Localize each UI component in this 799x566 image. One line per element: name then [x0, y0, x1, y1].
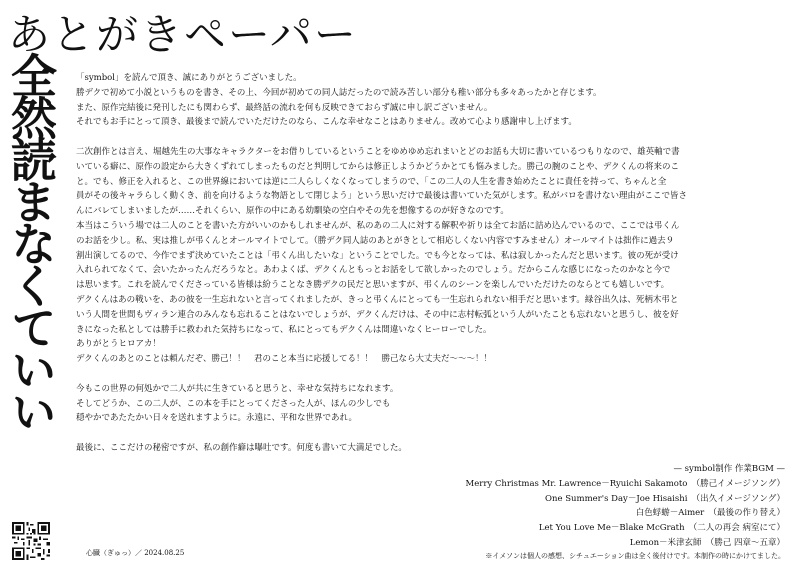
footer-signature: 心臓（ぎゅっ）／ 2024.08.25 — [86, 549, 185, 557]
paragraph: デクくんのあとのことは頼んだぞ、勝己！！ 君のこと本当に応援してる！！ 勝己なら大丈夫だ〜〜〜！！ — [76, 354, 492, 365]
paragraph: いている癖に、原作の設定から大きくずれてしまったものだと判明してからは修正しようかどうかとても悩みました。勝己の腕のことや、デクくんの将来のこ — [76, 161, 679, 172]
paragraph: また、原作完結後に発刊したにも関わらず、最終話の流れを何も反映できておらず誠に申し訳ございません。 — [76, 102, 493, 113]
paragraph: んにバレてしまいましたが……それくらい、原作の中にある幼馴染の空白やその先を想像するのが好きなのです。 — [76, 206, 509, 217]
paragraph: ありがとうヒロアカ！ — [76, 339, 161, 350]
spacer — [76, 426, 786, 441]
qr-code[interactable] — [12, 522, 50, 560]
afterword-body — [76, 71, 786, 456]
bgm-song: Lemon－米津玄師 （勝己 四章〜五章） — [629, 537, 785, 548]
paragraph: のお話を少し。私、実は推しが弔くんとオールマイトでして。（勝デク同人誌のあとがきとして相応しくない内容ですみません）オールマイトは拙作に過去９ — [76, 235, 675, 246]
page-title: あとがきペーパー — [8, 10, 358, 59]
paragraph: 本当はこういう場では二人のことを書いた方がいいのかもしれませんが、私のあの二人に対する解釈や祈りは全てお話に詰め込んでいるので、ここでは弔くん — [76, 220, 680, 231]
paragraph: それでもお手にとって頂き、最後まで読んでいただけたのなら、こんな幸せなことはありません。改めて心より感謝申し上げます。 — [76, 117, 577, 128]
bgm-heading: — symbol制作 作業BGM — — [673, 464, 785, 474]
paragraph: 入れられてなくて、会いたかったんだろうなと。あわよくば、デクくんともっとお話をして欲しかったのでしょう。だからこんな感じになったのかなと今で — [76, 265, 671, 276]
paragraph: いう人間を世間もヴィラン連合のみんなも忘れることはないでしょうが、デクくんだけは、その中に志村転弧という人がいたことも忘れないと思うし、彼を好 — [76, 309, 679, 320]
bgm-note: ※イメソンは個人の感想、シチュエーション曲は全く後付けです。本制作の時にかけてました。 — [485, 551, 785, 560]
paragraph: と。でも、修正を入れると、この世界線においては逆に二人らしくなくなってしまうので、「この二人の人生を書き始めたことに責任を持って、ちゃんと全 — [76, 176, 667, 187]
bgm-song: 白色蜉蝣－Aimer （最後の作り替え） — [635, 508, 785, 519]
paragraph: そしてどうか、この二人が、この本を手にとってくださった人が、ほんの少しでも — [76, 398, 391, 409]
paragraph: きになった私としては勝手に救われた気持ちになって、私にとってもデクくんは間違いなくヒーローでした。 — [76, 324, 492, 335]
vertical-title: 全然読まなくていい — [4, 52, 58, 430]
paragraph: 二次創作とは言え、堀越先生の大事なキャラクターをお借りしているということをゆめゆめ忘れまいとどのお話も大切に書いているつもりなので、雄英軸で書 — [76, 146, 680, 157]
bgm-list — [466, 462, 785, 561]
paragraph: 「symbol」を読んで頂き、誠にありがとうございました。 — [76, 73, 302, 83]
paragraph: 勝デクで初めて小説というものを書き、その上、今回が初めての同人誌だったので読み苦しい部分も稚い部分も多々あったかと存じます。 — [76, 87, 602, 98]
spacer — [76, 130, 786, 145]
bgm-song: Merry Christmas Mr. Lawrence－Ryuichi Sakamoto （勝己イメージソング） — [465, 478, 785, 489]
paragraph: 今もこの世界の何処かで二人が共に生きていると思うと、幸せな気持ちになれます。 — [76, 383, 399, 394]
paragraph: は思います。これを読んでくださっている皆様は紛うことなき勝デクの民だと思いますが、弔くんのシーンを楽しんでいただけたのならとても嬉しいです。 — [76, 280, 670, 291]
paragraph: 員がその後キャラらしく動くき、前を向けるような物語として閉じよう」という思いだけで最後は書いていた気がします。私がバロを書けない理由がここで皆さ — [76, 191, 687, 202]
paragraph: 穏やかであたたかい日々を送れますように。永遠に、平和な世界であれ。 — [76, 413, 358, 424]
bgm-song: One Summer's Day－Joe Hisaishi （出久イメージソング） — [545, 493, 785, 504]
bgm-song: Let You Love Me－Blake McGrath （二人の再会 病室にて） — [538, 523, 785, 534]
paragraph: 割出演してるので、今作でまず決めていたことは「弔くん出したいな」ということでした。でも今となっては、私は寂しかったんだと思います。彼の死が受け — [76, 250, 679, 261]
paragraph: デクくんはあの戦いを、あの彼を一生忘れないと言ってくれましたが、きっと弔くんにとっても一生忘れられない相手だと思います。緑谷出久は、死柄木弔と — [76, 294, 679, 305]
paragraph: 最後に、ここだけの秘密ですが、私の創作癖は曝吐です。何度も書いて大満足でした。 — [76, 442, 407, 453]
spacer — [76, 367, 786, 382]
